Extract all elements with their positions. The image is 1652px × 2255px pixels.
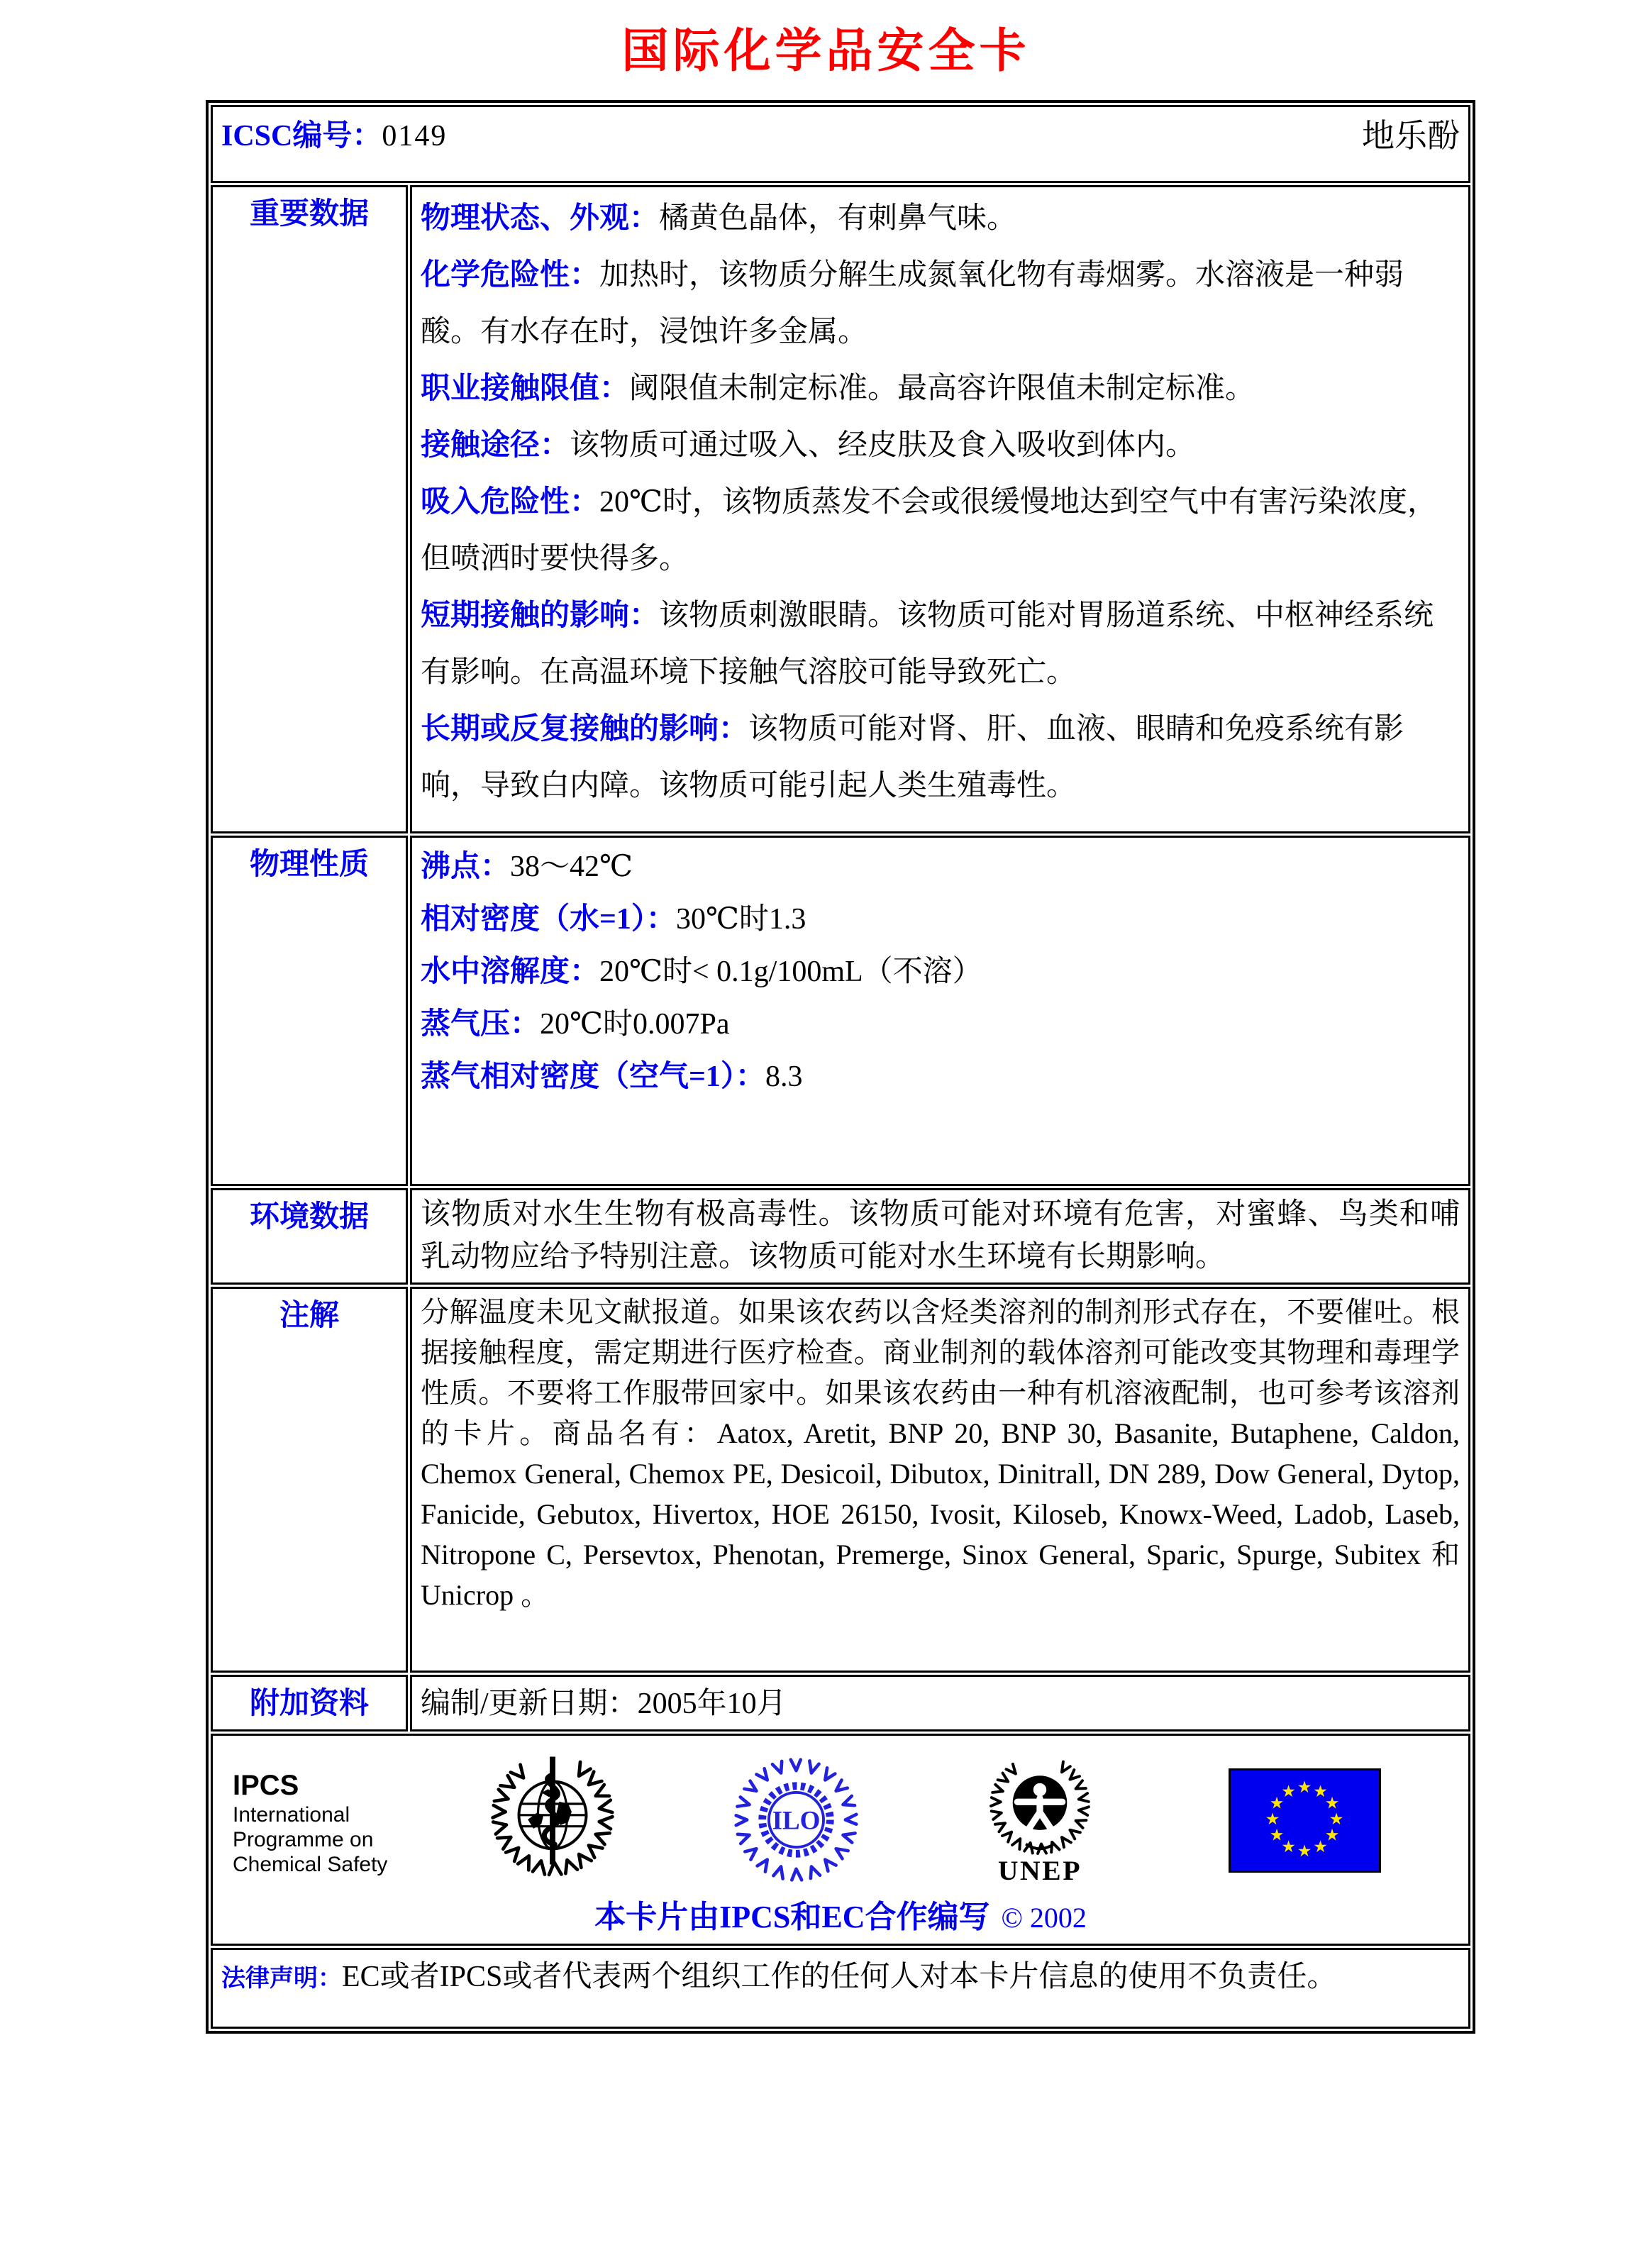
field-text: 编制/更新日期：2005年10月 [421, 1688, 787, 1720]
field-physical-state [421, 190, 1460, 247]
logos-row [211, 1734, 1470, 1946]
field-key: 长期或反复接触的影响： [421, 713, 749, 746]
field-long-term-effects [421, 701, 1460, 814]
ipcs-acronym: IPCS [233, 1770, 299, 1801]
field-key: 蒸气相对密度（空气=1）： [421, 1060, 765, 1093]
legal-cell [211, 1948, 1470, 2029]
field-text: 加热时，该物质分解生成氮氧化物有毒烟雾。水溶液是一种弱酸。有水存在时，浸蚀许多金属。 [421, 259, 1404, 348]
icsc-card-table [206, 100, 1475, 2034]
unep-logo-icon [979, 1749, 1101, 1897]
ilo-letters: ILO [772, 1806, 821, 1836]
who-logo-icon [485, 1750, 620, 1893]
ipcs-line2: Programme on [233, 1828, 374, 1851]
field-key: 化学危险性： [421, 259, 600, 292]
field-text: 橘黄色晶体，有刺鼻气味。 [659, 202, 1017, 235]
section-row-physical-properties [211, 836, 1470, 1186]
card-header-row [211, 105, 1470, 183]
chemical-name: 地乐酚 [1362, 118, 1460, 154]
section-row-additional-information [211, 1675, 1470, 1732]
section-label-additional-information: 附加资料 [211, 1675, 408, 1732]
svg-text:★: ★ [1297, 1778, 1312, 1797]
field-short-term-effects [421, 587, 1460, 701]
field-key: 吸入危险性： [421, 486, 600, 519]
svg-text:★: ★ [1313, 1783, 1328, 1801]
field-water-solubility [421, 946, 1460, 998]
ipcs-line1: International [233, 1803, 350, 1827]
svg-text:★: ★ [1269, 1794, 1285, 1813]
field-inhalation-risk [421, 474, 1460, 587]
credit-text: 本卡片由IPCS和EC合作编写 [594, 1900, 990, 1934]
field-text: 38～42℃ [510, 851, 633, 883]
field-exposure-routes [421, 417, 1460, 474]
svg-text:★: ★ [1324, 1794, 1340, 1813]
field-occupational-limits [421, 360, 1460, 417]
ipcs-line3: Chemical Safety [233, 1853, 388, 1876]
section-content-important-data [410, 185, 1470, 833]
field-text: 该物质可能对肾、肝、血液、眼睛和免疫系统有影响，导致白内障。该物质可能引起人类生殖毒性。 [421, 713, 1404, 802]
field-key: 水中溶解度： [421, 955, 600, 988]
field-text: 20℃时< 0.1g/100mL（不溶） [599, 955, 982, 988]
icsc-number-group [221, 112, 447, 155]
section-content-environmental-data [410, 1188, 1470, 1285]
section-row-important-data [211, 185, 1470, 833]
svg-text:★: ★ [1265, 1810, 1280, 1829]
field-key: 沸点： [421, 851, 511, 883]
svg-text:★: ★ [1297, 1842, 1312, 1861]
legal-row [211, 1948, 1470, 2029]
field-relative-density [421, 893, 1460, 946]
ipcs-text-block [233, 1768, 387, 1877]
svg-text:★: ★ [1281, 1783, 1296, 1801]
section-label-physical-properties: 物理性质 [211, 836, 408, 1186]
ilo-logo-icon [731, 1754, 862, 1893]
section-row-environmental-data [211, 1188, 1470, 1285]
field-text: 该物质刺激眼睛。该物质可能对胃肠道系统、中枢神经系统有影响。在高温环境下接触气溶胶可能导致死亡。 [421, 599, 1434, 689]
section-label-environmental-data: 环境数据 [211, 1188, 408, 1285]
section-label-important-data: 重要数据 [211, 185, 408, 833]
field-text: 该物质对水生生物有极高毒性。该物质可能对环境有危害，对蜜蜂、鸟类和哺乳动物应给予特别注意。该物质可能对水生环境有长期影响。 [421, 1198, 1460, 1273]
svg-text:★: ★ [1329, 1810, 1344, 1829]
svg-text:★: ★ [1281, 1838, 1296, 1856]
eu-flag-icon [1229, 1768, 1381, 1880]
icsc-number-label: ICSC编号： [221, 120, 382, 153]
legal-label: 法律声明： [221, 1966, 342, 1992]
unep-caption: UNEP [997, 1854, 1082, 1886]
svg-text:★: ★ [1313, 1838, 1328, 1856]
svg-text:★: ★ [1269, 1826, 1285, 1845]
card-header-cell [211, 105, 1470, 183]
field-vapor-pressure [421, 998, 1460, 1051]
svg-text:★: ★ [1324, 1826, 1340, 1845]
field-text: 20℃时，该物质蒸发不会或很缓慢地达到空气中有害污染浓度，但喷洒时要快得多。 [421, 486, 1438, 575]
field-text: 分解温度未见文献报道。如果该农药以含烃类溶剂的制剂形式存在，不要催吐。根据接触程度，需定期进行医疗检查。商业制剂的载体溶剂可能改变其物理和毒理学性质。不要将工作服带回家中。如果该农药由一种有机溶液配制，也可参考该溶剂的卡片。商品名有：Aatox, Aretit, BNP 20, BNP 30, Basanite, Butaphene, Caldon, Chemox General, Chemox PE, Desicoil, Dibutox, Dinitrall, DN 289, Dow General, Dytop, Fanicide, Gebutox, Hivertox, HOE 26150, Ivosit, Kiloseb, Knowx-Weed, Ladob, Laseb, Nitropone C, Persevtox, Phenotan, Premerge, Sinox General, Sparic, Spurge, Subitex 和 Unicrop 。 [421, 1296, 1460, 1611]
field-boiling-point [421, 841, 1460, 893]
field-text: 8.3 [765, 1060, 803, 1093]
logos-cell [211, 1734, 1470, 1946]
field-text: 30℃时1.3 [675, 903, 806, 936]
field-key: 物理状态、外观： [421, 202, 660, 235]
field-key: 蒸气压： [421, 1008, 540, 1041]
section-content-physical-properties [410, 836, 1470, 1186]
credit-year: © 2002 [1001, 1902, 1087, 1934]
section-content-notes [410, 1287, 1470, 1673]
credit-line [221, 1891, 1460, 1937]
icsc-number-value: 0149 [382, 120, 448, 153]
section-label-notes: 注解 [211, 1287, 408, 1673]
field-text: 阈限值未制定标准。最高容许限值未制定标准。 [629, 372, 1255, 405]
field-vapor-relative-density [421, 1051, 1460, 1103]
field-key: 职业接触限值： [421, 372, 630, 405]
field-chemical-danger [421, 247, 1460, 360]
section-row-notes [211, 1287, 1470, 1673]
field-key: 相对密度（水=1）： [421, 903, 676, 936]
section-content-additional-information [410, 1675, 1470, 1732]
field-key: 接触途径： [421, 429, 570, 462]
legal-text: EC或者IPCS或者代表两个组织工作的任何人对本卡片信息的使用不负责任。 [342, 1961, 1337, 1993]
field-key: 短期接触的影响： [421, 599, 660, 632]
field-text: 该物质可通过吸入、经皮肤及食入吸收到体内。 [570, 429, 1196, 462]
field-text: 20℃时0.007Pa [540, 1008, 730, 1041]
page-title: 国际化学品安全卡 [621, 26, 1031, 77]
